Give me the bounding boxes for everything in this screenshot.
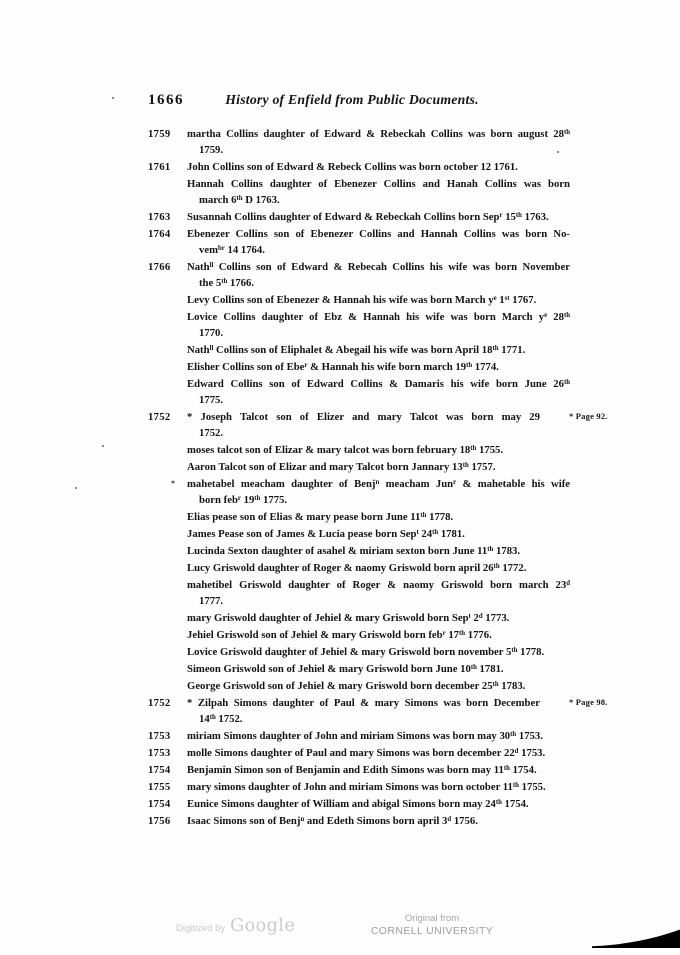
entry-text bbox=[187, 813, 570, 829]
entry-text bbox=[187, 259, 570, 291]
record-line: Aaron Talcot son of Elizar and mary Talcot born Jannary 13th 1757. bbox=[187, 461, 496, 473]
page-number: 1666 bbox=[148, 92, 184, 108]
entry-year bbox=[148, 359, 187, 375]
record-line: march 6th D 1763. bbox=[199, 194, 280, 206]
entry-text bbox=[187, 610, 570, 626]
institution-label: CORNELL UNIVERSITY bbox=[370, 925, 494, 937]
record-line: Levy Collins son of Ebenezer & Hannah his wife was born March $y^e$ 1st 1767. bbox=[187, 294, 537, 306]
record-entry bbox=[148, 226, 570, 258]
entry-year bbox=[148, 560, 187, 576]
page-ref-note: * Page 92. bbox=[569, 411, 608, 421]
record-entry bbox=[148, 209, 570, 225]
scan-speck bbox=[557, 151, 559, 153]
record-entry bbox=[148, 359, 570, 375]
entry-year: 1754 bbox=[148, 764, 171, 776]
record-entry bbox=[148, 762, 570, 778]
record-line: molle Simons daughter of Paul and mary Simons was born december 22$^d$ 1753. bbox=[187, 747, 546, 759]
record-entry bbox=[148, 678, 570, 694]
record-entry bbox=[148, 376, 570, 408]
entry-year: 1752 bbox=[148, 411, 171, 423]
record-entry bbox=[148, 459, 570, 475]
record-entry bbox=[148, 176, 570, 208]
record-line: Nath$^{ll}$ Collins son of Edward & Rebecah Collins his wife was born November bbox=[187, 261, 570, 273]
record-line: miriam Simons daughter of John and miriam Simons was born may 30th 1753. bbox=[187, 730, 543, 742]
entry-text bbox=[187, 526, 570, 542]
record-line: John Collins son of Edward & Rebeck Collins was born october 12 1761. bbox=[187, 161, 518, 173]
record-entry bbox=[148, 745, 570, 761]
record-entry bbox=[148, 560, 570, 576]
entry-text bbox=[187, 762, 570, 778]
entry-text bbox=[187, 359, 570, 375]
entry-text bbox=[187, 509, 570, 525]
record-line: Ebenezer Collins son of Ebenezer Collins and Hannah Collins was born No- bbox=[187, 228, 570, 240]
entry-year bbox=[148, 292, 187, 308]
entry-text bbox=[187, 728, 570, 744]
record-line: 1770. bbox=[199, 327, 224, 339]
record-line: Susannah Collins daughter of Edward & Rebeckah Collins born Sep$^r$ 15th 1763. bbox=[187, 211, 549, 223]
page-ref-note: * Page 98. bbox=[569, 697, 608, 707]
record-line: 14th 1752. bbox=[199, 713, 243, 725]
record-line: Eunice Simons daughter of William and abigal Simons born may 24th 1754. bbox=[187, 798, 529, 810]
entry-text bbox=[187, 560, 570, 576]
entry-year: 1764 bbox=[148, 228, 171, 240]
entry-year bbox=[148, 509, 187, 525]
record-entry bbox=[148, 159, 570, 175]
record-entry bbox=[148, 661, 570, 677]
record-line: mary simons daughter of John and miriam Simons was born october 11th 1755. bbox=[187, 781, 546, 793]
margin-marker: * bbox=[171, 479, 175, 488]
entry-text bbox=[187, 577, 570, 609]
entry-year: 1753 bbox=[148, 730, 171, 742]
entry-year: 1752 bbox=[148, 697, 171, 709]
entry-text bbox=[187, 292, 570, 308]
page-curl-shadow bbox=[592, 927, 680, 948]
record-line: Nath$^{ll}$ Collins son of Eliphalet & Abegail his wife was born April 18th 1771. bbox=[187, 344, 526, 356]
entry-text bbox=[187, 745, 570, 761]
entry-year: 1759 bbox=[148, 128, 171, 140]
entry-year bbox=[148, 442, 187, 458]
entry-text bbox=[187, 159, 570, 175]
record-line: 1777. bbox=[199, 595, 224, 607]
record-entry bbox=[148, 728, 570, 744]
record-line: Elisher Collins son of Ebe$^r$ & Hannah his wife born march 19th 1774. bbox=[187, 361, 499, 373]
record-entry bbox=[148, 442, 570, 458]
google-logo: Google bbox=[230, 916, 296, 936]
record-line: Lovice Collins daughter of Ebz & Hannah his wife was born March $y^e$ 28th bbox=[187, 311, 570, 323]
record-entry bbox=[148, 543, 570, 559]
record-line: James Pease son of James & Lucia pease born Sep$^t$ 24th 1781. bbox=[187, 528, 465, 540]
entry-text bbox=[187, 409, 570, 441]
record-entry bbox=[148, 526, 570, 542]
entry-year bbox=[148, 176, 187, 208]
record-entry bbox=[148, 695, 608, 727]
entry-text bbox=[187, 678, 570, 694]
record-entry bbox=[148, 292, 570, 308]
entry-text bbox=[187, 459, 570, 475]
record-entry bbox=[148, 409, 608, 441]
entry-year: 1761 bbox=[148, 161, 171, 173]
entry-year bbox=[148, 610, 187, 626]
digitized-by-label: Digitized by bbox=[176, 923, 226, 934]
entry-text bbox=[187, 796, 570, 812]
entry-year: 1755 bbox=[148, 781, 171, 793]
record-entry bbox=[148, 813, 570, 829]
entry-text bbox=[187, 779, 570, 795]
entry-year: 1763 bbox=[148, 211, 171, 223]
birth-records-list bbox=[148, 126, 608, 830]
record-line: born feb$^r$ 19th 1775. bbox=[199, 494, 288, 506]
record-entry bbox=[148, 309, 570, 341]
entry-year bbox=[148, 309, 187, 341]
record-line: Edward Collins son of Edward Collins & Damaris his wife born June 26th bbox=[187, 378, 570, 390]
record-line: 1759. bbox=[199, 144, 224, 156]
record-line: mahetibel Griswold daughter of Roger & naomy Griswold born march 23$^d$ bbox=[187, 579, 570, 591]
entry-text bbox=[187, 309, 570, 341]
scan-speck bbox=[75, 487, 77, 489]
entry-text bbox=[187, 376, 570, 408]
record-line: mahetabel meacham daughter of Benj$^n$ meacham Jun$^r$ & mahetable his wife bbox=[187, 478, 570, 490]
record-line: Isaac Simons son of Benj$^n$ and Edeth Simons born april 3$^d$ 1756. bbox=[187, 815, 478, 827]
record-line: 1775. bbox=[199, 394, 224, 406]
original-from-label: Original from bbox=[404, 913, 460, 924]
origin-strip bbox=[352, 913, 512, 937]
entry-text bbox=[187, 209, 570, 225]
entry-year bbox=[148, 577, 187, 609]
record-entry bbox=[148, 644, 570, 660]
entry-text bbox=[187, 176, 570, 208]
entry-year: 1766 bbox=[148, 261, 171, 273]
entry-text bbox=[187, 126, 570, 158]
entry-text bbox=[187, 644, 570, 660]
scan-speck bbox=[102, 445, 104, 447]
record-line: Simeon Griswold son of Jehiel & mary Griswold born June 10th 1781. bbox=[187, 663, 504, 675]
entry-text bbox=[187, 627, 570, 643]
record-entry bbox=[148, 476, 570, 508]
record-entry bbox=[148, 610, 570, 626]
entry-text bbox=[187, 476, 570, 508]
entry-text bbox=[187, 695, 570, 727]
entry-year bbox=[148, 678, 187, 694]
entry-year bbox=[148, 459, 187, 475]
record-entry bbox=[148, 342, 570, 358]
entry-year bbox=[148, 342, 187, 358]
running-title: History of Enfield from Public Documents. bbox=[225, 92, 479, 107]
entry-year: 1753 bbox=[148, 747, 171, 759]
entry-year bbox=[148, 627, 187, 643]
record-line: * Zilpah Simons daughter of Paul & mary Simons was born December bbox=[187, 697, 540, 709]
record-line: * Joseph Talcot son of Elizer and mary Talcot was born may 29 bbox=[187, 411, 540, 423]
entry-text bbox=[187, 342, 570, 358]
record-line: Lucinda Sexton daughter of asahel & miriam sexton born June 11th 1783. bbox=[187, 545, 521, 557]
record-entry bbox=[148, 796, 570, 812]
entry-year bbox=[148, 526, 187, 542]
entry-year: 1754 bbox=[148, 798, 171, 810]
record-line: Lovice Griswold daughter of Jehiel & mary Griswold born november 5th 1778. bbox=[187, 646, 545, 658]
record-entry bbox=[148, 509, 570, 525]
record-line: George Griswold son of Jehiel & mary Griswold born december 25th 1783. bbox=[187, 680, 526, 692]
record-line: Lucy Griswold daughter of Roger & naomy Griswold born april 26th 1772. bbox=[187, 562, 527, 574]
record-line: vem$^{br}$ 14 1764. bbox=[199, 244, 265, 256]
entry-text bbox=[187, 661, 570, 677]
record-entry bbox=[148, 577, 570, 609]
entry-year bbox=[148, 376, 187, 408]
entry-year bbox=[148, 644, 187, 660]
entry-year bbox=[148, 476, 187, 508]
entry-text bbox=[187, 543, 570, 559]
record-line: Jehiel Griswold son of Jehiel & mary Griswold born feb$^r$ 17th 1776. bbox=[187, 629, 492, 641]
entry-year: 1756 bbox=[148, 815, 171, 827]
record-line: Elias pease son of Elias & mary pease born June 11th 1778. bbox=[187, 511, 454, 523]
entry-text bbox=[187, 226, 570, 258]
record-line: moses talcot son of Elizar & mary talcot was born february 18th 1755. bbox=[187, 444, 504, 456]
record-line: martha Collins daughter of Edward & Rebeckah Collins was born august 28th bbox=[187, 128, 570, 140]
entry-year bbox=[148, 661, 187, 677]
record-entry bbox=[148, 259, 570, 291]
record-line: Hannah Collins daughter of Ebenezer Collins and Hanah Collins was born bbox=[187, 178, 570, 190]
record-line: mary Griswold daughter of Jehiel & mary Griswold born Sep$^t$ 2$^d$ 1773. bbox=[187, 612, 510, 624]
scan-speck bbox=[112, 97, 114, 99]
record-line: the 5th 1766. bbox=[199, 277, 255, 289]
record-entry bbox=[148, 126, 570, 158]
record-line: Benjamin Simon son of Benjamin and Edith Simons was born may 11th 1754. bbox=[187, 764, 537, 776]
entry-year bbox=[148, 543, 187, 559]
record-entry bbox=[148, 779, 570, 795]
record-entry bbox=[148, 627, 570, 643]
record-line: 1752. bbox=[199, 427, 224, 439]
entry-text bbox=[187, 442, 570, 458]
digitized-by-strip bbox=[176, 916, 295, 936]
